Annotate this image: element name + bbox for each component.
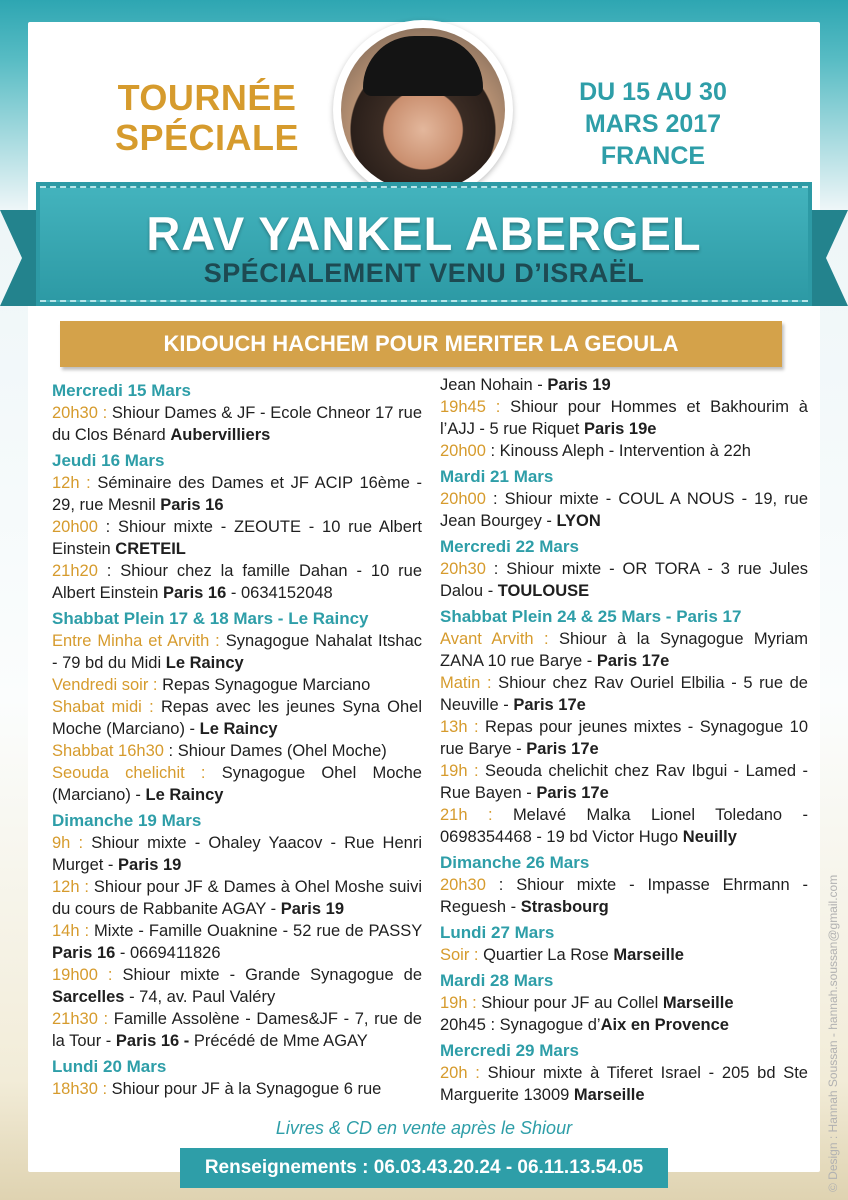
day-heading: Mercredi 29 Mars	[440, 1041, 579, 1060]
schedule-entry: 13h : Repas pour jeunes mixtes - Synagogue 10 rue Barye - Paris 17e	[440, 718, 808, 758]
tour-dates: DU 15 AU 30 MARS 2017 FRANCE	[579, 78, 727, 170]
schedule-entry: Shabbat 16h30 : Shiour Dames (Ohel Moche)	[52, 742, 387, 760]
books-note: Livres & CD en vente après le Shiour	[275, 1118, 573, 1138]
day-heading: Mardi 21 Mars	[440, 467, 554, 486]
theme-banner: KIDOUCH HACHEM POUR MERITER LA GEOULA	[60, 321, 782, 367]
schedule-entry: 19h45 : Shiour pour Hommes et Bakhourim à l’AJJ - 5 rue Riquet Paris 19e	[440, 398, 808, 438]
day-heading: Lundi 27 Mars	[440, 923, 555, 942]
schedule-entry: 21h30 : Famille Assolène - Dames&JF - 7, rue de la Tour - Paris 16 - Précédé de Mme AGAY	[52, 1010, 422, 1050]
schedule-entry: 18h30 : Shiour pour JF à la Synagogue 6 rue	[52, 1080, 382, 1098]
schedule-entry: 20h45 : Synagogue d’Aix en Provence	[440, 1016, 729, 1034]
contact-bar: Renseignements : 06.03.43.20.24 - 06.11.13.54.05	[180, 1148, 668, 1188]
schedule-left-column	[52, 376, 422, 1100]
rabbi-name: RAV YANKEL ABERGEL	[146, 207, 702, 260]
rabbi-portrait-icon	[333, 20, 513, 200]
day-heading: Jeudi 16 Mars	[52, 451, 165, 470]
day-heading: Lundi 20 Mars	[52, 1057, 167, 1076]
day-heading: Shabbat Plein 24 & 25 Mars - Paris 17	[440, 607, 742, 626]
rabbi-subtitle: SPÉCIALEMENT VENU D’ISRAËL	[203, 258, 645, 288]
day-heading: Mercredi 22 Mars	[440, 537, 579, 556]
schedule-entry: 20h30 : Shiour Dames & JF - Ecole Chneor 17 rue du Clos Bénard Aubervilliers	[52, 404, 422, 444]
schedule-entry: Avant Arvith : Shiour à la Synagogue Myriam ZANA 10 rue Barye - Paris 17e	[440, 630, 808, 670]
day-heading: Mardi 28 Mars	[440, 971, 554, 990]
schedule-entry: 12h : Séminaire des Dames et JF ACIP 16ème - 29, rue Mesnil Paris 16	[52, 474, 422, 514]
day-heading: Shabbat Plein 17 & 18 Mars - Le Raincy	[52, 609, 369, 628]
schedule-entry: 12h : Shiour pour JF & Dames à Ohel Moshe suivi du cours de Rabbanite AGAY - Paris 19	[52, 878, 422, 918]
schedule-entry: Soir : Quartier La Rose Marseille	[440, 946, 684, 964]
tour-title: TOURNÉE SPÉCIALE	[114, 77, 300, 158]
schedule-entry: 14h : Mixte - Famille Ouaknine - 52 rue de PASSY Paris 16 - 0669411826	[52, 922, 422, 962]
schedule-entry: 19h : Shiour pour JF au Collel Marseille	[440, 994, 734, 1012]
schedule-entry: 9h : Shiour mixte - Ohaley Yaacov - Rue Henri Murget - Paris 19	[52, 834, 422, 874]
design-credit: © Design : Hannah Soussan - hannah.soussan@gmail.com	[826, 874, 840, 1192]
day-heading: Mercredi 15 Mars	[52, 381, 191, 400]
schedule-entry: 21h20 : Shiour chez la famille Dahan - 10 rue Albert Einstein Paris 16 - 0634152048	[52, 562, 422, 602]
schedule-entry: 20h00 : Shiour mixte - ZEOUTE - 10 rue Albert Einstein CRETEIL	[52, 518, 422, 558]
schedule-entry: Shabat midi : Repas avec les jeunes Syna Ohel Moche (Marciano) - Le Raincy	[52, 698, 422, 738]
schedule-entry: 21h : Melavé Malka Lionel Toledano - 0698354468 - 19 bd Victor Hugo Neuilly	[440, 806, 808, 846]
schedule-right-column	[440, 374, 808, 1106]
schedule-entry: 20h30 : Shiour mixte - OR TORA - 3 rue Jules Dalou - TOULOUSE	[440, 560, 808, 600]
schedule-entry: Matin : Shiour chez Rav Ouriel Elbilia - 5 rue de Neuville - Paris 17e	[440, 674, 808, 714]
schedule-entry: 20h00 : Shiour mixte - COUL A NOUS - 19, rue Jean Bourgey - LYON	[440, 490, 808, 530]
bsd-mark: בס"ד	[772, 22, 812, 46]
schedule-entry: Jean Nohain - Paris 19	[440, 376, 611, 394]
schedule-entry: 19h : Seouda chelichit chez Rav Ibgui - Lamed - Rue Bayen - Paris 17e	[440, 762, 808, 802]
day-heading: Dimanche 19 Mars	[52, 811, 202, 830]
schedule-entry: 20h : Shiour mixte à Tiferet Israel - 205 bd Ste Marguerite 13009 Marseille	[440, 1064, 808, 1104]
schedule-entry: 19h00 : Shiour mixte - Grande Synagogue de Sarcelles - 74, av. Paul Valéry	[52, 966, 422, 1006]
schedule-entry: Vendredi soir : Repas Synagogue Marciano	[52, 676, 371, 694]
schedule-entry: Entre Minha et Arvith : Synagogue Nahalat Itshac - 79 bd du Midi Le Raincy	[52, 632, 423, 672]
schedule-entry: 20h30 : Shiour mixte - Impasse Ehrmann - Reguesh - Strasbourg	[440, 876, 808, 916]
schedule-entry: Seouda chelichit : Synagogue Ohel Moche (Marciano) - Le Raincy	[52, 764, 422, 804]
schedule-entry: 20h00 : Kinouss Aleph - Intervention à 22h	[440, 442, 751, 460]
day-heading: Dimanche 26 Mars	[440, 853, 590, 872]
